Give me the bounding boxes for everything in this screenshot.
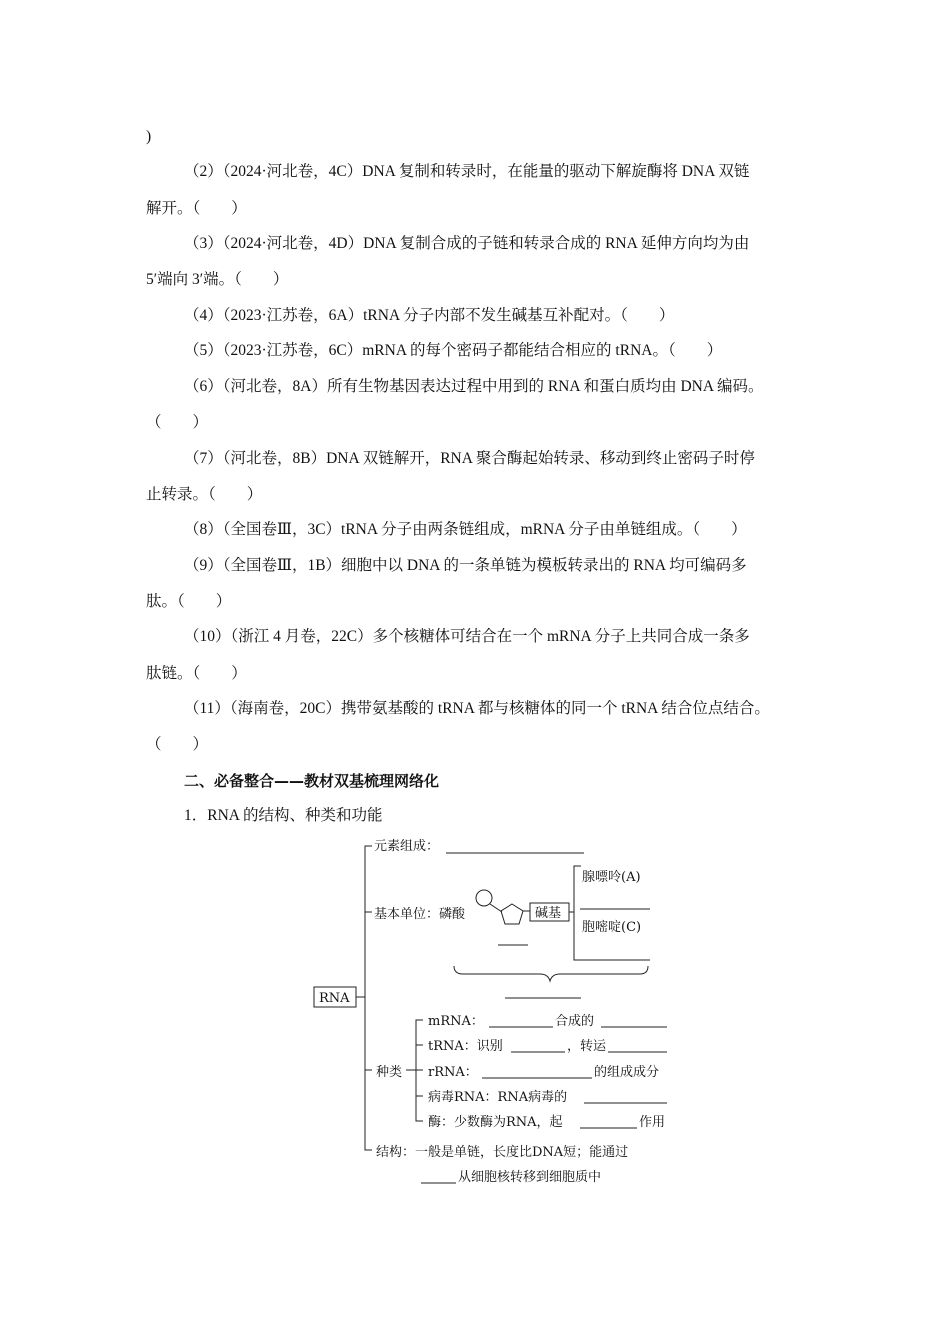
question-7: （7）（河北卷，8B）DNA 双链解开，RNA 聚合酶起始转录、移动到终止密码子时停 bbox=[184, 450, 755, 467]
structure-line-2: 从细胞核转移到细胞质中 bbox=[458, 1170, 602, 1185]
question-6-cont: （ ） bbox=[146, 414, 209, 431]
question-11: （11）（海南卷，20C）携带氨基酸的 tRNA 都与核糖体的同一个 tRNA 结合位点结合。 bbox=[184, 700, 770, 717]
question-3-cont: 5′端向 3′端。（ ） bbox=[146, 271, 289, 288]
question-11-cont: （ ） bbox=[146, 736, 209, 753]
mrna-label: mRNA： bbox=[428, 1014, 484, 1029]
trna-label: tRNA：识别 bbox=[428, 1039, 503, 1054]
section-heading: 二、必备整合——教材双基梳理网络化 bbox=[184, 772, 440, 790]
base-label: 碱基 bbox=[535, 906, 562, 921]
types-label: 种类 bbox=[376, 1065, 403, 1080]
pyrimidine-label: 胞嘧啶(C) bbox=[582, 920, 642, 935]
question-2: （2）（2024·河北卷，4C）DNA 复制和转录时，在能量的驱动下解旋酶将 DNA 双链 bbox=[184, 163, 750, 180]
question-7-cont: 止转录。（ ） bbox=[146, 486, 263, 503]
question-10-cont: 肽链。（ ） bbox=[146, 665, 247, 682]
question-9-cont: 肽。（ ） bbox=[146, 593, 232, 610]
virus-rna-label: 病毒RNA：RNA病毒的 bbox=[428, 1090, 568, 1105]
phosphate-icon bbox=[476, 890, 492, 906]
question-3: （3）（2024·河北卷，4D）DNA 复制合成的子链和转录合成的 RNA 延伸方向均为由 bbox=[184, 235, 750, 252]
rrna-end: 的组成成分 bbox=[594, 1065, 660, 1080]
subsection-heading: 1．RNA 的结构、种类和功能 bbox=[184, 807, 383, 824]
question-4: （4）（2023·江苏卷，6A）tRNA 分子内部不发生碱基互补配对。（ ） bbox=[184, 307, 675, 324]
question-6: （6）（河北卷，8A）所有生物基因表达过程中用到的 RNA 和蛋白质均由 DNA 编码。 bbox=[184, 378, 764, 395]
question-10: （10）（浙江 4 月卷，22C）多个核糖体可结合在一个 mRNA 分子上共同合成一条多 bbox=[184, 628, 750, 645]
rrna-label: rRNA： bbox=[428, 1065, 478, 1080]
text-line: ) bbox=[146, 128, 152, 145]
element-label: 元素组成： bbox=[374, 839, 440, 854]
structure-line-1: 结构：一般是单链，长度比DNA短；能通过 bbox=[376, 1145, 629, 1160]
question-2-cont: 解开。（ ） bbox=[146, 200, 247, 217]
enzyme-end: 作用 bbox=[639, 1115, 666, 1130]
unit-label: 基本单位：磷酸 bbox=[374, 907, 466, 922]
purine-label: 腺嘌呤(A) bbox=[582, 870, 641, 885]
pentose-icon bbox=[501, 904, 523, 924]
rna-root-label: RNA bbox=[319, 991, 350, 1006]
question-8: （8）（全国卷Ⅲ，3C）tRNA 分子由两条链组成，mRNA 分子由单链组成。（ ） bbox=[184, 521, 747, 538]
mrna-mid: 合成的 bbox=[555, 1014, 595, 1029]
question-5: （5）（2023·江苏卷，6C）mRNA 的每个密码子都能结合相应的 tRNA。（ ） bbox=[184, 342, 723, 359]
question-9: （9）（全国卷Ⅲ，1B）细胞中以 DNA 的一条单链为模板转录出的 RNA 均可编码多 bbox=[184, 557, 747, 574]
enzyme-label: 酶：少数酶为RNA，起 bbox=[428, 1115, 563, 1130]
trna-mid: ，转运 bbox=[567, 1039, 607, 1054]
